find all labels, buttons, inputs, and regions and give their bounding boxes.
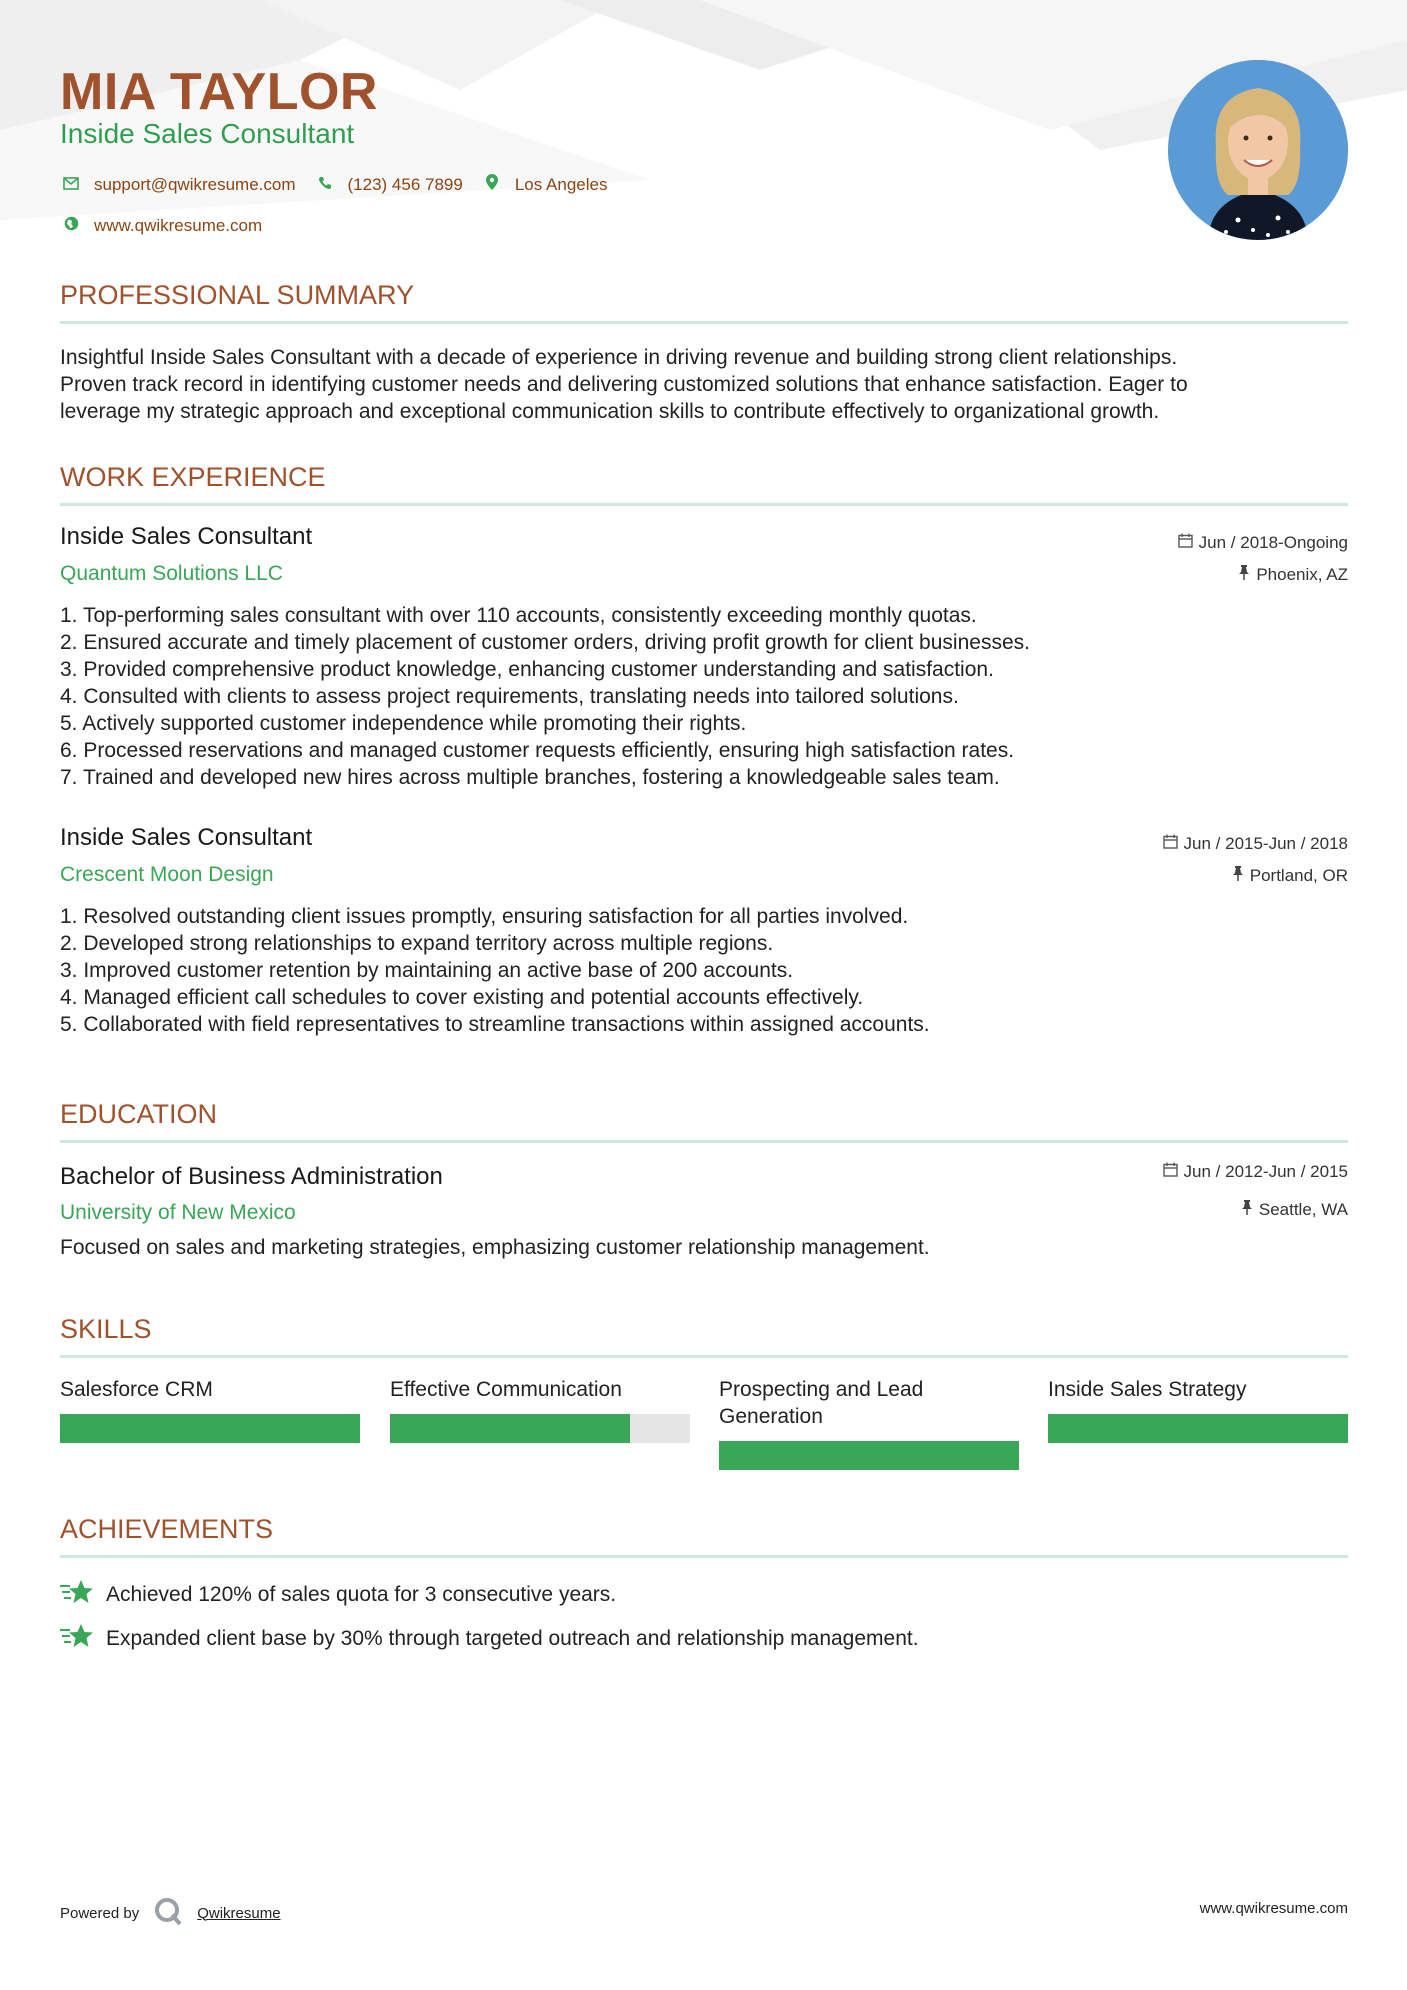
- section-heading-skills: SKILLS: [60, 1314, 1348, 1358]
- job-title: Inside Sales Consultant: [60, 523, 313, 550]
- skill-name: Inside Sales Strategy: [1048, 1378, 1247, 1401]
- skill-item: [719, 1376, 1019, 1430]
- job-dates: [1163, 834, 1348, 854]
- pushpin-icon: [1238, 565, 1250, 585]
- job-location: [1232, 866, 1348, 886]
- contact-row-primary: [60, 174, 625, 195]
- job-location-text: Portland, OR: [1249, 866, 1348, 885]
- list-item: 3. Provided comprehensive product knowledge, enhancing customer understanding and satisfaction.: [60, 658, 994, 681]
- education-description: Focused on sales and marketing strategies, emphasizing customer relationship management.: [60, 1236, 930, 1259]
- star-icon: [60, 1578, 94, 1612]
- list-item: 6. Processed reservations and managed customer requests efficiently, ensuring high satisfaction rates.: [60, 739, 1015, 762]
- job-title: Inside Sales Consultant: [60, 824, 313, 851]
- education-dates-text: Jun / 2012-Jun / 2015: [1183, 1162, 1348, 1181]
- job-dates-text: Jun / 2015-Jun / 2018: [1183, 834, 1348, 853]
- education-degree: Bachelor of Business Administration: [60, 1163, 443, 1190]
- achievement-text: Expanded client base by 30% through targeted outreach and relationship management.: [106, 1627, 919, 1650]
- section-heading-experience: WORK EXPERIENCE: [60, 462, 1348, 506]
- skill-bar: [60, 1414, 360, 1443]
- powered-by-label: Powered by: [60, 1904, 140, 1922]
- job-bullets: [60, 903, 1348, 1038]
- list-item: 1. Resolved outstanding client issues promptly, ensuring satisfaction for all parties involved.: [60, 905, 909, 928]
- skill-name: Prospecting and Lead Generation: [719, 1378, 924, 1428]
- list-item: 2. Ensured accurate and timely placement of customer orders, driving profit growth for client businesses.: [60, 631, 1030, 654]
- contact-website[interactable]: www.qwikresume.com: [94, 216, 263, 235]
- summary-line: Insightful Inside Sales Consultant with a decade of experience in driving revenue and building strong client relationships.: [60, 346, 1178, 369]
- job-company: Crescent Moon Design: [60, 863, 274, 886]
- map-marker-icon: [481, 174, 503, 195]
- education-location: [1241, 1200, 1348, 1220]
- achievement-item: [60, 1622, 919, 1656]
- list-item: 4. Managed efficient call schedules to cover existing and potential accounts effectively.: [60, 986, 864, 1009]
- skill-bar: [1048, 1414, 1348, 1443]
- education-location-text: Seattle, WA: [1258, 1200, 1348, 1219]
- contact-email[interactable]: support@qwikresume.com: [94, 174, 296, 194]
- skill-bar: [719, 1441, 1019, 1470]
- star-icon: [60, 1622, 94, 1656]
- summary-text: [60, 344, 1348, 425]
- list-item: 7. Trained and developed new hires across multiple branches, fostering a knowledgeable sales team.: [60, 766, 1000, 789]
- list-item: 1. Top-performing sales consultant with over 110 accounts, consistently exceeding monthly quotas.: [60, 604, 977, 627]
- skill-item: [390, 1376, 690, 1403]
- phone-icon: [314, 175, 336, 195]
- list-item: 5. Actively supported customer independence while promoting their rights.: [60, 712, 747, 735]
- section-heading-summary: PROFESSIONAL SUMMARY: [60, 280, 1348, 324]
- candidate-name: MIA TAYLOR: [60, 63, 378, 121]
- job-location: [1238, 565, 1348, 585]
- summary-line: Proven track record in identifying customer needs and delivering customized solutions that enhance satisfaction. Eager to: [60, 373, 1188, 396]
- job-company: Quantum Solutions LLC: [60, 562, 283, 585]
- list-item: 4. Consulted with clients to assess project requirements, translating needs into tailored solutions.: [60, 685, 959, 708]
- job-dates-text: Jun / 2018-Ongoing: [1198, 533, 1348, 552]
- skill-bar-fill: [390, 1414, 630, 1443]
- qwikresume-link[interactable]: Qwikresume: [197, 1904, 281, 1922]
- calendar-icon: [1163, 1162, 1178, 1182]
- section-heading-achievements: ACHIEVEMENTS: [60, 1514, 1348, 1558]
- list-item: 5. Collaborated with field representatives to streamline transactions within assigned accounts.: [60, 1013, 930, 1036]
- education-school: University of New Mexico: [60, 1201, 296, 1224]
- achievement-text: Achieved 120% of sales quota for 3 consecutive years.: [106, 1583, 617, 1606]
- skill-item: [60, 1376, 360, 1403]
- contact-row-secondary: [60, 216, 280, 236]
- achievement-item: [60, 1578, 616, 1612]
- calendar-icon: [1163, 834, 1178, 854]
- job-location-text: Phoenix, AZ: [1256, 565, 1348, 584]
- job-bullets: [60, 602, 1348, 791]
- envelope-icon: [60, 175, 82, 195]
- contact-phone[interactable]: (123) 456 7899: [347, 174, 463, 194]
- powered-by: [60, 1896, 281, 1930]
- footer-website[interactable]: www.qwikresume.com: [1199, 1900, 1348, 1917]
- skill-bar: [390, 1414, 690, 1443]
- education-dates: [1163, 1162, 1348, 1182]
- contact-location: Los Angeles: [514, 174, 608, 194]
- qwikresume-logo-icon: [153, 1896, 183, 1930]
- skill-name: Effective Communication: [390, 1378, 622, 1401]
- skill-bar-fill: [60, 1414, 360, 1443]
- pushpin-icon: [1241, 1200, 1253, 1220]
- job-dates: [1178, 533, 1348, 553]
- list-item: 3. Improved customer retention by maintaining an active base of 200 accounts.: [60, 959, 794, 982]
- profile-photo: [1168, 60, 1348, 240]
- globe-icon: [60, 216, 82, 236]
- pushpin-icon: [1232, 866, 1244, 886]
- list-item: 2. Developed strong relationships to expand territory across multiple regions.: [60, 932, 774, 955]
- summary-line: leverage my strategic approach and exceptional communication skills to contribute effectively to organizational growth.: [60, 400, 1160, 423]
- section-heading-education: EDUCATION: [60, 1099, 1348, 1143]
- skill-bar-fill: [719, 1441, 1019, 1470]
- candidate-title: Inside Sales Consultant: [60, 118, 355, 149]
- skill-item: [1048, 1376, 1348, 1403]
- calendar-icon: [1178, 533, 1193, 553]
- skill-name: Salesforce CRM: [60, 1378, 213, 1401]
- skill-bar-fill: [1048, 1414, 1348, 1443]
